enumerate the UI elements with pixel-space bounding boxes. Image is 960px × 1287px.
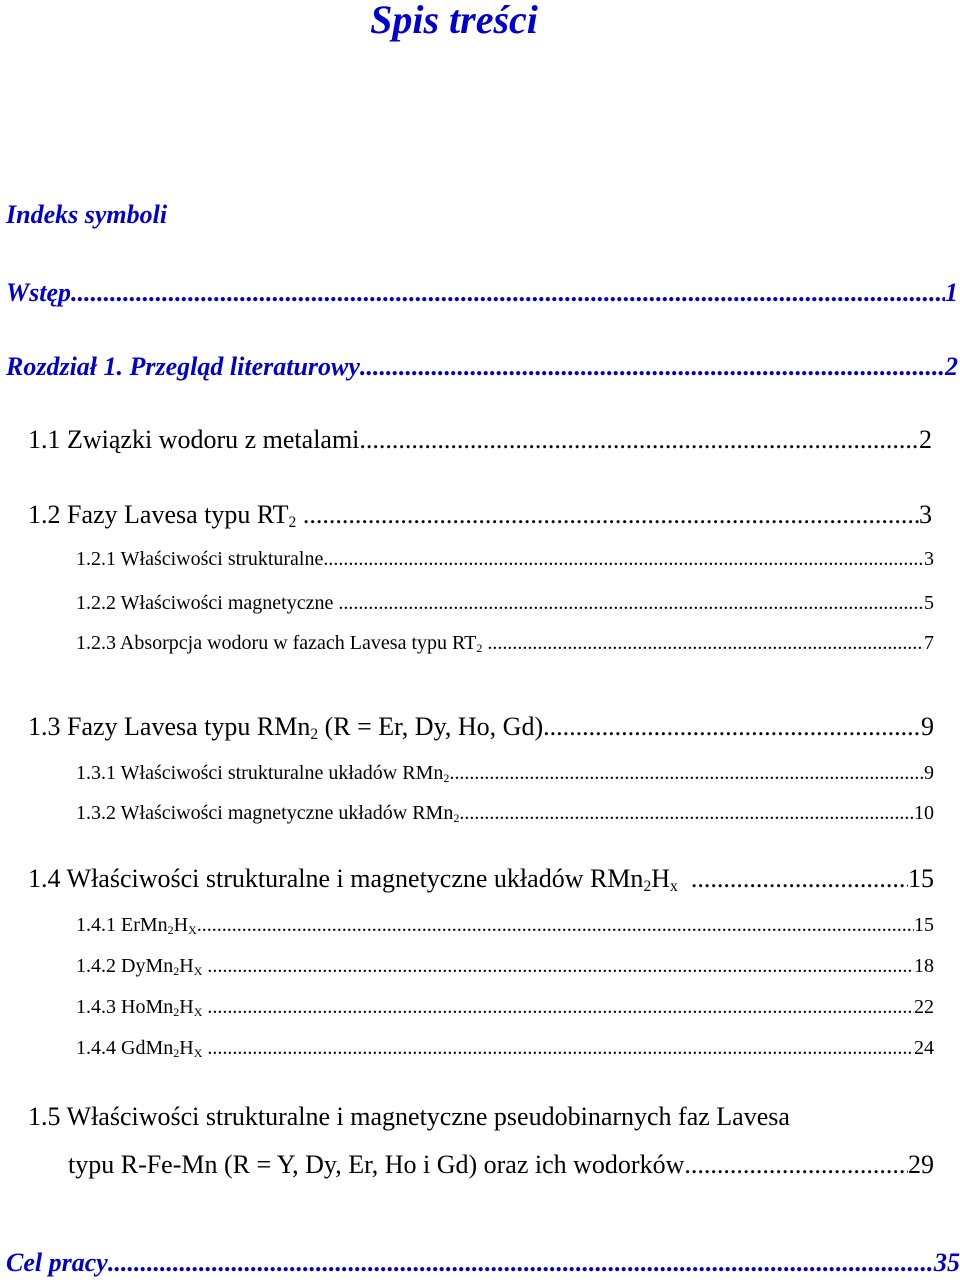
leader-dots [303,500,919,530]
leader-dots [449,762,924,785]
toc-page-number: 7 [924,632,934,654]
subscript: 2 [476,641,483,655]
toc-entry-label: typu R-Fe-Mn (R = Y, Dy, Er, Ho i Gd) oraz ich wodorków [68,1150,685,1179]
subscript: 2 [173,964,180,978]
subscript: X [193,964,203,978]
toc-entry-label-text: 1.4.1 ErMn [76,914,168,936]
subscript: X [193,1046,203,1060]
toc-entry-label [76,802,459,825]
leader-dots [197,914,914,937]
toc-entry-label [76,762,449,785]
toc-entry-label-text: 1.4 Właściwości strukturalne i magnetyczne układów RMn [28,864,644,893]
subscript: x [670,877,678,895]
leader-dots [543,712,921,742]
toc-entry-1-5-line1[interactable]: 1.5 Właściwości strukturalne i magnetyczne pseudobinarnych faz Lavesa [28,1102,790,1131]
toc-entry-label-text: 1.4.2 DyMn [76,955,174,977]
leader-dots [108,1248,934,1278]
subscript: 2 [173,1005,180,1019]
toc-page-number: 2 [945,352,958,381]
leader-dots [207,955,914,978]
toc-page-number: 9 [921,712,934,741]
subscript: 2 [288,513,297,531]
toc-entry-label: Wstęp [6,278,71,307]
toc-entry-1-4[interactable] [28,864,934,894]
toc-page-number: 22 [914,996,934,1018]
subscript: 2 [643,877,652,895]
leader-dots [71,278,945,308]
toc-entry-wstep[interactable] [6,278,958,308]
leader-dots [360,352,945,382]
toc-entry-cel-pracy[interactable] [6,1248,960,1278]
toc-entry-label-text: 1.2.2 Właściwości magnetyczne [76,592,334,614]
toc-entry-1-2-3[interactable] [76,632,934,655]
toc-entry-label: 1.2.1 Właściwości strukturalne [76,548,324,570]
toc-entry-1-2-1[interactable] [76,548,934,571]
toc-page-number: 9 [924,762,934,784]
leader-dots [323,548,924,571]
subscript: X [188,923,197,937]
toc-page-number: 3 [919,500,932,529]
toc-page-number: 35 [934,1248,960,1277]
toc-entry-1-5[interactable] [68,1150,934,1180]
toc-entry-label: Rozdział 1. Przegląd literaturowy [6,352,360,381]
toc-page-number: 18 [914,955,934,977]
toc-page-number: 15 [914,914,934,936]
toc-entry-label [76,592,338,615]
toc-page-number: 10 [914,802,934,824]
toc-entry-label-suffix: (R = Er, Dy, Ho, Gd) [324,712,544,741]
toc-entry-label [76,914,197,937]
toc-entry-1-2-2[interactable] [76,592,934,615]
toc-entry-1-4-4[interactable] [76,1037,934,1060]
leader-dots [487,632,924,655]
toc-entry-1-2[interactable] [28,500,932,530]
toc-entry-label [76,1037,207,1060]
toc-entry-label: 1.1 Związki wodoru z metalami [28,425,360,454]
toc-page-number: 15 [908,864,934,893]
toc-entry-label-mid: H [173,914,189,936]
toc-page-number: 24 [914,1037,934,1059]
leader-dots [207,1037,914,1060]
leader-dots [207,996,914,1019]
toc-page-number: 1 [945,278,958,307]
toc-entry-1-3-1[interactable] [76,762,934,785]
toc-page-number: 3 [924,548,934,570]
toc-entry-label-mid: H [179,996,194,1018]
toc-entry-label: Indeks symboli [6,200,168,229]
toc-entry-label-mid: H [651,864,671,893]
subscript: 2 [310,725,319,743]
toc-entry-label [28,500,303,530]
toc-entry-label-text: 1.3.2 Właściwości magnetyczne układów RMn [76,802,454,824]
toc-entry-rozdzial-1[interactable] [6,352,958,382]
toc-entry-label-text: 1.4.4 GdMn [76,1037,174,1059]
toc-entry-1-3-2[interactable] [76,802,934,825]
toc-page-number: 5 [924,592,934,614]
toc-entry-1-4-3[interactable] [76,996,934,1019]
toc-entry-label: Cel pracy [6,1248,108,1277]
toc-entry-1-1[interactable] [28,425,932,455]
toc-page-number: 2 [919,425,932,454]
leader-dots [338,592,924,615]
leader-dots [459,802,914,825]
toc-entry-label [76,632,487,655]
subscript: 2 [443,771,450,785]
subscript: 2 [173,1046,180,1060]
toc-entry-label [76,955,207,978]
toc-page-number: 29 [908,1150,934,1179]
toc-entry-label [28,712,543,742]
toc-entry-label-text: 1.4.3 HoMn [76,996,174,1018]
toc-entry-label-mid: H [179,1037,194,1059]
subscript: X [193,1005,203,1019]
toc-entry-1-4-1[interactable] [76,914,934,937]
toc-entry-label-text: 1.3.1 Właściwości strukturalne układów RMn [76,762,444,784]
leader-dots [359,425,919,455]
toc-entry-label [28,864,691,894]
subscript: 2 [453,811,460,825]
toc-entry-indeks-symboli[interactable] [6,200,167,230]
toc-entry-label-text: 1.2.3 Absorpcja wodoru w fazach Lavesa typu RT [76,632,477,654]
toc-entry-1-3[interactable] [28,712,934,742]
toc-entry-1-4-2[interactable] [76,955,934,978]
toc-entry-label-text: 1.3 Fazy Lavesa typu RMn [28,712,311,741]
toc-entry-label [76,996,207,1019]
leader-dots [691,864,908,894]
page-title: Spis treści [370,0,538,42]
toc-entry-label-mid: H [179,955,194,977]
toc-entry-label-text: 1.2 Fazy Lavesa typu RT [28,500,289,529]
subscript: 2 [167,923,174,937]
leader-dots [684,1150,908,1180]
